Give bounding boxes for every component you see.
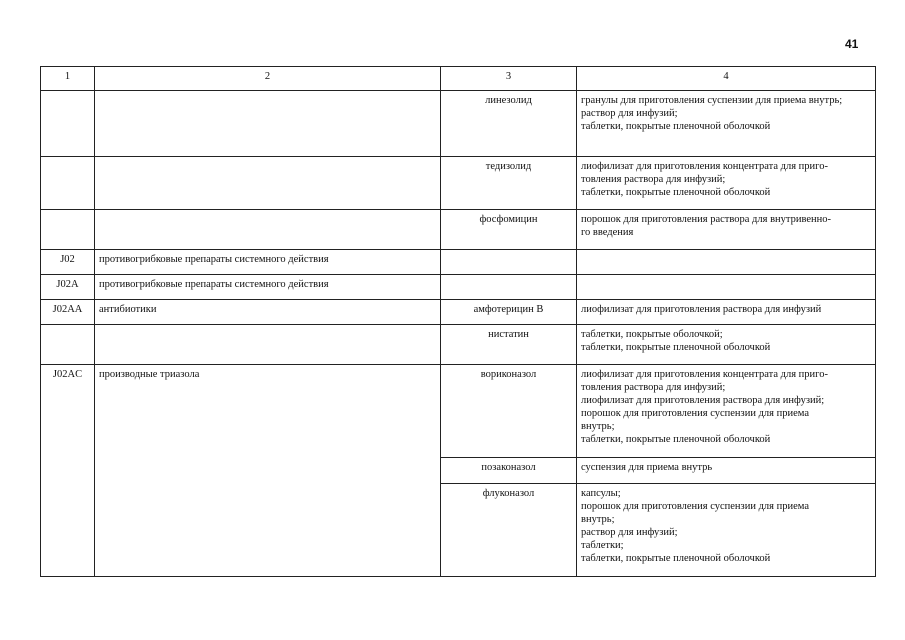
drug-name: амфотерицин В <box>441 300 577 325</box>
drug-name <box>441 275 577 300</box>
table-row <box>41 91 876 157</box>
header-col-4: 4 <box>577 67 876 91</box>
atc-code <box>41 91 95 157</box>
group-name <box>95 91 441 157</box>
table-row <box>41 365 876 458</box>
header-col-2: 2 <box>95 67 441 91</box>
dosage-forms: лиофилизат для приготовления концентрата для приго- товления раствора для инфузий; таблетки, покрытые пленочной оболочкой <box>577 157 876 210</box>
table-row <box>41 157 876 210</box>
atc-code: J02AA <box>41 300 95 325</box>
dosage-forms: суспензия для приема внутрь <box>577 458 876 484</box>
atc-code <box>41 325 95 365</box>
drug-name: нистатин <box>441 325 577 365</box>
drug-name: линезолид <box>441 91 577 157</box>
table-row <box>41 275 876 300</box>
page-number: 41 <box>845 37 859 51</box>
dosage-forms <box>577 275 876 300</box>
drug-name: фосфомицин <box>441 210 577 250</box>
drug-name: вориконазол <box>441 365 577 458</box>
group-name <box>95 210 441 250</box>
drug-name <box>441 250 577 275</box>
dosage-forms: капсулы; порошок для приготовления суспензии для приема внутрь; раствор для инфузий; таблетки; таблетки, покрытые пленочной оболочкой <box>577 484 876 577</box>
dosage-forms: таблетки, покрытые оболочкой; таблетки, покрытые пленочной оболочкой <box>577 325 876 365</box>
header-col-3: 3 <box>441 67 577 91</box>
table-row <box>41 325 876 365</box>
dosage-forms: лиофилизат для приготовления концентрата для приго- товления раствора для инфузий; лиофилизат для приготовления раствора для инфузий; порошок для приготовления суспензии для приема внутрь; таблетки, покрытые пленочной оболочкой <box>577 365 876 458</box>
drug-name: флуконазол <box>441 484 577 577</box>
dosage-forms: порошок для приготовления раствора для внутривенно- го введения <box>577 210 876 250</box>
group-name <box>95 325 441 365</box>
dosage-forms <box>577 250 876 275</box>
atc-code: J02AC <box>41 365 95 577</box>
group-name: противогрибковые препараты системного действия <box>95 275 441 300</box>
atc-code <box>41 157 95 210</box>
table-row <box>41 250 876 275</box>
atc-code <box>41 210 95 250</box>
group-name <box>95 157 441 210</box>
dosage-forms: лиофилизат для приготовления раствора для инфузий <box>577 300 876 325</box>
table-row <box>41 210 876 250</box>
group-name: антибиотики <box>95 300 441 325</box>
table-header-row <box>41 67 876 91</box>
dosage-forms: гранулы для приготовления суспензии для приема внутрь; раствор для инфузий; таблетки, покрытые пленочной оболочкой <box>577 91 876 157</box>
group-name: противогрибковые препараты системного действия <box>95 250 441 275</box>
atc-code: J02 <box>41 250 95 275</box>
group-name: производные триазола <box>95 365 441 577</box>
atc-code: J02A <box>41 275 95 300</box>
header-col-1: 1 <box>41 67 95 91</box>
drug-name: тедизолид <box>441 157 577 210</box>
drug-name: позаконазол <box>441 458 577 484</box>
drug-table <box>40 66 876 577</box>
table-row <box>41 300 876 325</box>
